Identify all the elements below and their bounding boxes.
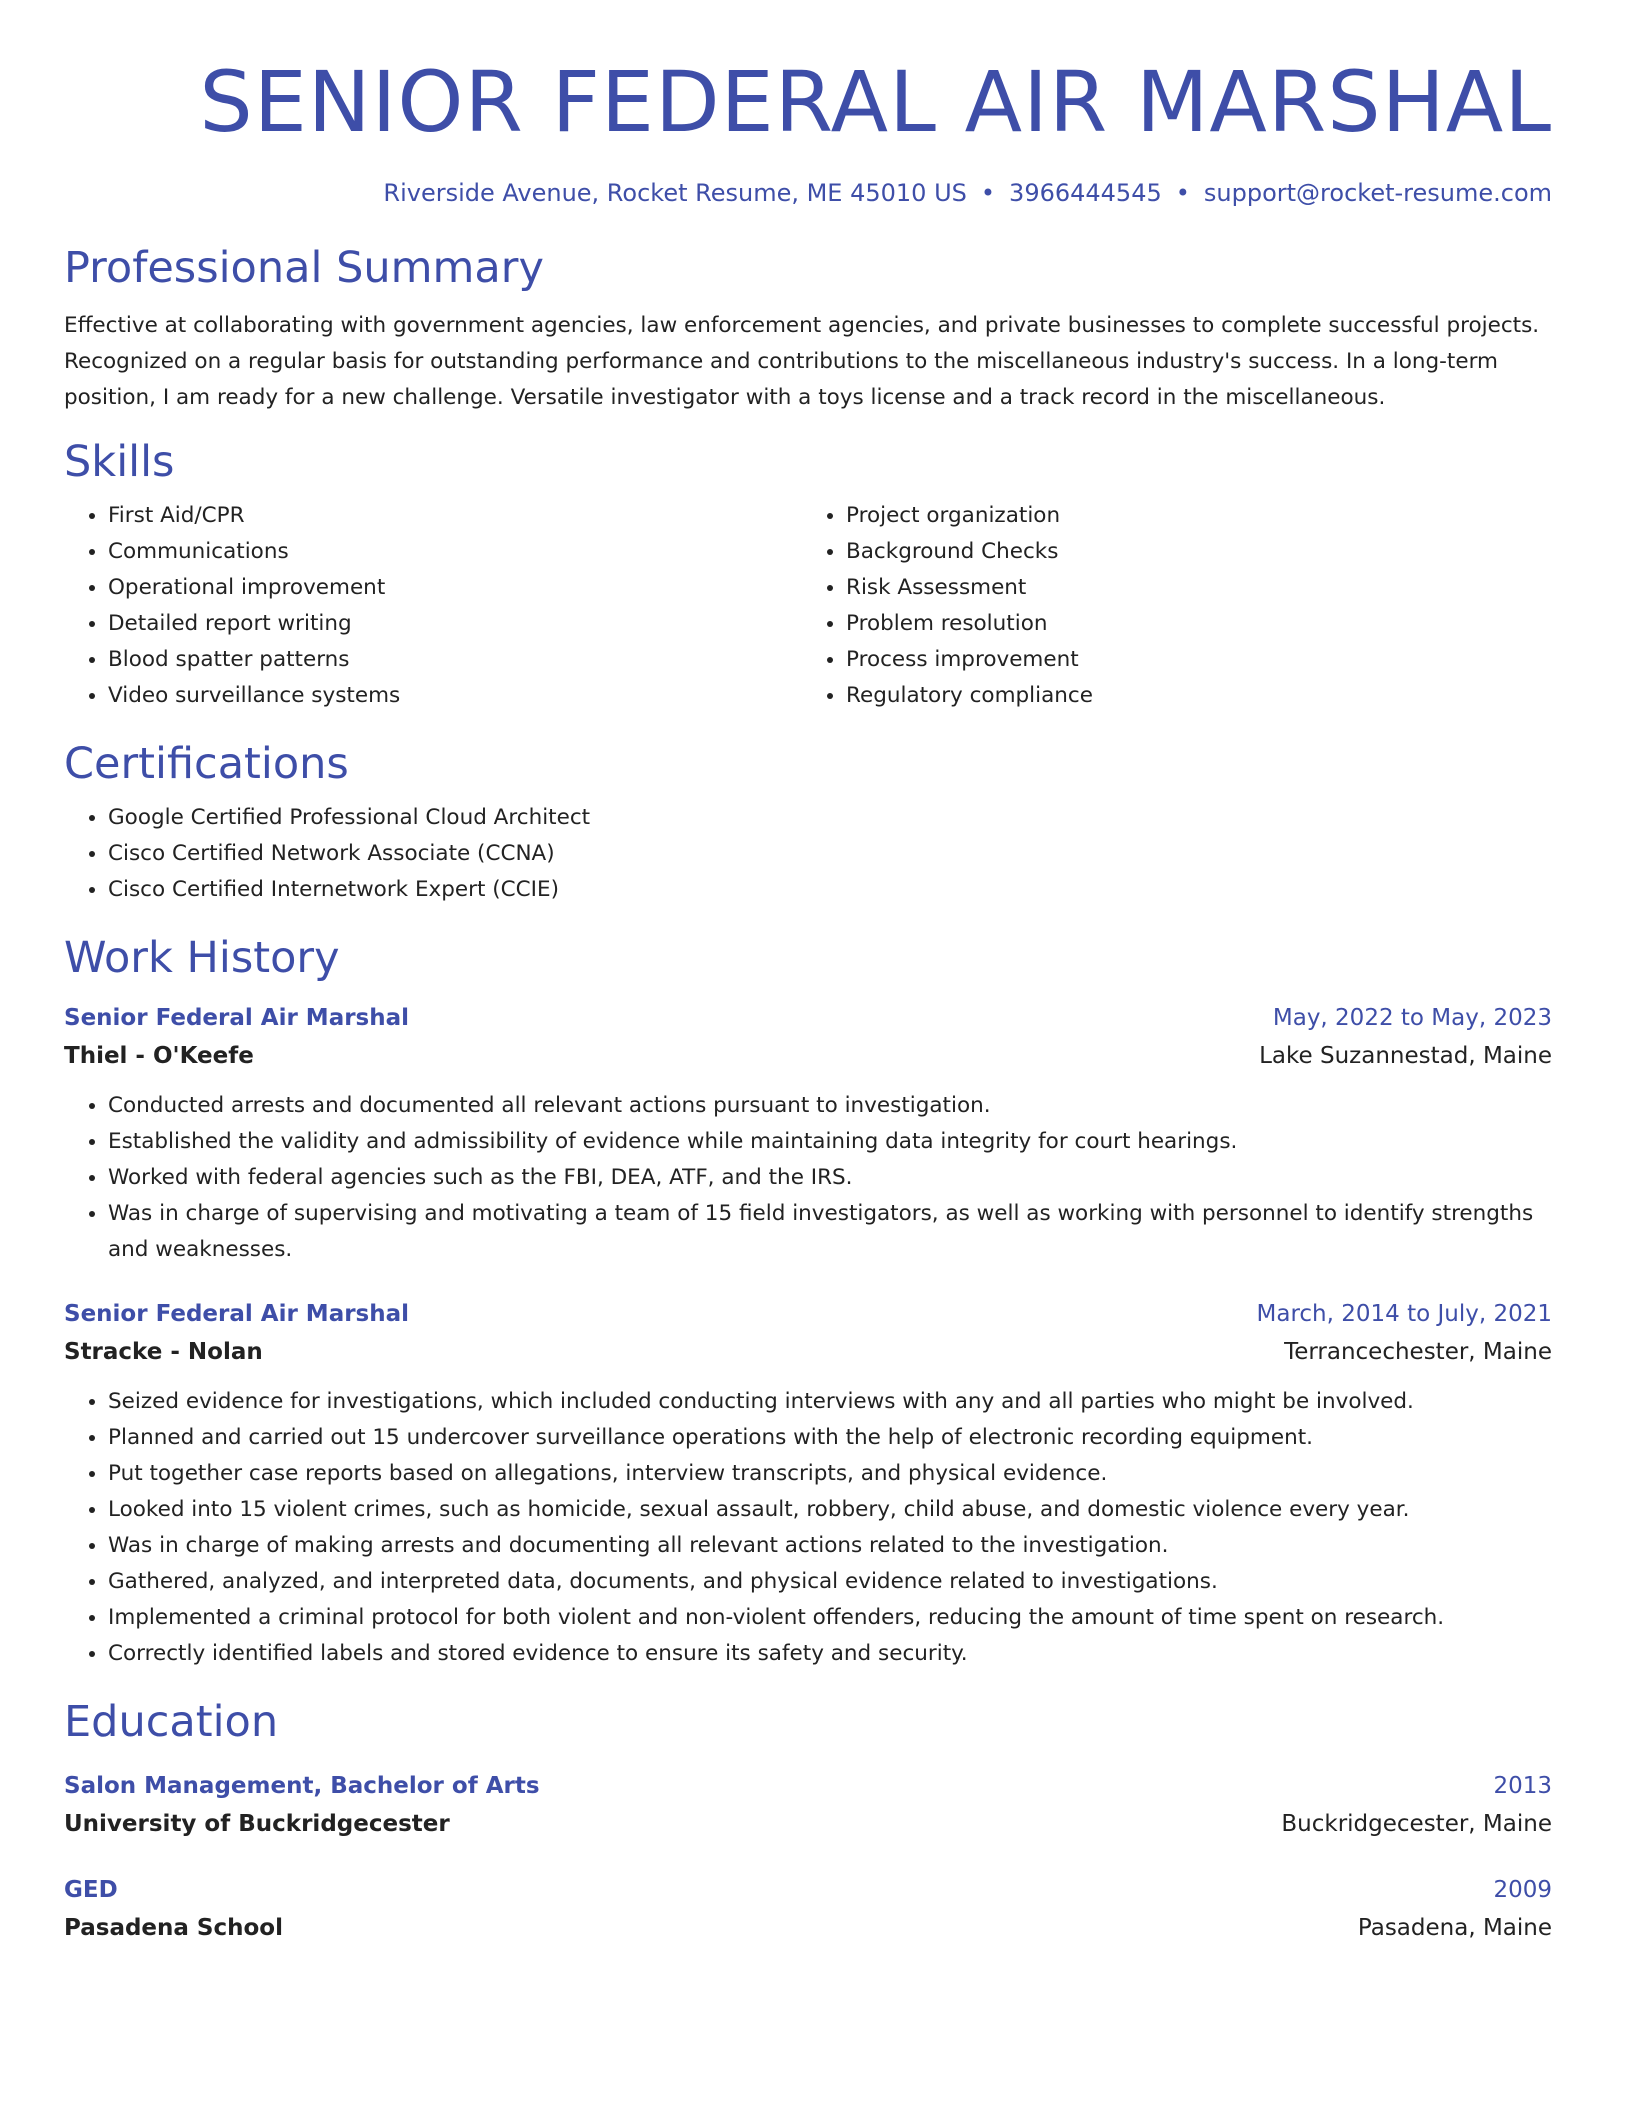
education-entry: [64, 1872, 1552, 1948]
summary-text: Effective at collaborating with government agencies, law enforcement agencies, and private businesses to complete successful projects. Recognized on a regular basis for outstanding performance and contributions to the miscellaneous industry's success. In a long-term position, I am ready for a new challenge. Versatile investigator with a toys license and a track record in the miscellaneous.: [64, 313, 1540, 410]
skill-item: • Process improvement: [846, 642, 1552, 678]
job-bullet: • Worked with federal agencies such as the FBI, DEA, ATF, and the IRS.: [108, 1160, 1552, 1196]
skill-item: • First Aid/CPR: [108, 498, 802, 534]
skill-item: • Communications: [108, 534, 802, 570]
job-bullet: • Correctly identified labels and stored evidence to ensure its safety and security.: [108, 1636, 1552, 1672]
job-dates: May, 2022 to May, 2023: [1272, 1005, 1552, 1031]
job-bullets: [64, 1088, 1552, 1268]
skill-item: • Operational improvement: [108, 570, 802, 606]
education-degree: Salon Management, Bachelor of Arts: [64, 1773, 540, 1799]
job-bullet: • Gathered, analyzed, and interpreted data, documents, and physical evidence related to investigations.: [108, 1564, 1552, 1600]
contact-separator: •: [980, 179, 996, 207]
certification-item: • Google Certified Professional Cloud Architect: [108, 800, 1552, 836]
education-school: University of Buckridgecester: [64, 1811, 450, 1837]
job-title-row: [64, 1296, 1552, 1332]
job-bullet: • Was in charge of making arrests and documenting all relevant actions related to the investigation.: [108, 1528, 1552, 1564]
job-location: Lake Suzannestad, Maine: [1259, 1043, 1552, 1069]
certification-item: • Cisco Certified Network Associate (CCNA): [108, 836, 1552, 872]
skill-item: • Background Checks: [846, 534, 1552, 570]
job-title: Senior Federal Air Marshal: [64, 1005, 410, 1031]
skills-heading: Skills: [64, 437, 175, 487]
education-year: 2013: [1493, 1773, 1552, 1799]
education-year: 2009: [1493, 1877, 1552, 1903]
skills-section: [64, 434, 1552, 714]
education-entry: [64, 1768, 1552, 1844]
job-bullet: • Put together case reports based on allegations, interview transcripts, and physical evidence.: [108, 1456, 1552, 1492]
job-title-row: [64, 1000, 1552, 1036]
job-location: Terrancechester, Maine: [1284, 1339, 1552, 1365]
job-bullet: • Seized evidence for investigations, which included conducting interviews with any and all parties who might be involved.: [108, 1384, 1552, 1420]
education-location: Pasadena, Maine: [1357, 1915, 1552, 1941]
summary-heading: Professional Summary: [64, 243, 544, 293]
education-heading: Education: [64, 1697, 279, 1747]
education-school-row: [64, 1804, 1552, 1844]
skill-item: • Problem resolution: [846, 606, 1552, 642]
contact-line: [64, 176, 1552, 210]
job-title: Senior Federal Air Marshal: [64, 1301, 410, 1327]
job-bullet: • Established the validity and admissibility of evidence while maintaining data integrity for court hearings.: [108, 1124, 1552, 1160]
candidate-name: SENIOR FEDERAL AIR MARSHAL: [199, 53, 1552, 151]
skill-item: • Detailed report writing: [108, 606, 802, 642]
skill-item: • Project organization: [846, 498, 1552, 534]
job-entry: [64, 1000, 1552, 1268]
summary-section: [64, 240, 1552, 416]
job-company: Stracke - Nolan: [64, 1339, 263, 1365]
job-bullet: • Implemented a criminal protocol for both violent and non-violent offenders, reducing the amount of time spent on research.: [108, 1600, 1552, 1636]
education-location: Buckridgecester, Maine: [1281, 1811, 1552, 1837]
job-bullet: • Planned and carried out 15 undercover surveillance operations with the help of electronic recording equipment.: [108, 1420, 1552, 1456]
education-school-row: [64, 1908, 1552, 1948]
work-history-heading: Work History: [64, 933, 340, 983]
skill-item: • Regulatory compliance: [846, 678, 1552, 714]
work-history-section: [64, 930, 1552, 1672]
contact-separator: •: [1175, 179, 1190, 207]
skill-item: • Risk Assessment: [846, 570, 1552, 606]
skills-grid: [64, 498, 1552, 714]
education-degree-row: [64, 1768, 1552, 1804]
job-dates: March, 2014 to July, 2021: [1256, 1301, 1552, 1327]
education-school: Pasadena School: [64, 1915, 283, 1941]
job-company-row: [64, 1332, 1552, 1372]
skill-item: • Video surveillance systems: [108, 678, 802, 714]
certifications-section: [64, 736, 1552, 908]
education-section: [64, 1694, 1552, 1948]
contact-phone[interactable]: 3966444545: [1009, 179, 1162, 207]
skills-list-left: [64, 498, 802, 714]
job-bullet: • Was in charge of supervising and motivating a team of 15 field investigators, as well as working with personnel to identify strengths and weaknesses.: [108, 1196, 1552, 1268]
certifications-list: [64, 800, 1552, 908]
job-company-row: [64, 1036, 1552, 1076]
skill-item: • Blood spatter patterns: [108, 642, 802, 678]
education-degree: GED: [64, 1877, 118, 1903]
job-entry: [64, 1296, 1552, 1672]
certification-item: • Cisco Certified Internetwork Expert (CCIE): [108, 872, 1552, 908]
education-degree-row: [64, 1872, 1552, 1908]
job-bullet: • Looked into 15 violent crimes, such as homicide, sexual assault, robbery, child abuse, and domestic violence every year.: [108, 1492, 1552, 1528]
job-bullets: [64, 1384, 1552, 1672]
job-bullet: • Conducted arrests and documented all relevant actions pursuant to investigation.: [108, 1088, 1552, 1124]
contact-address: Riverside Avenue, Rocket Resume, ME 45010 US: [383, 179, 967, 207]
job-company: Thiel - O'Keefe: [64, 1043, 254, 1069]
certifications-heading: Certifications: [64, 739, 349, 789]
contact-email[interactable]: support@rocket-resume.com: [1203, 179, 1552, 207]
skills-list-right: [802, 498, 1552, 714]
